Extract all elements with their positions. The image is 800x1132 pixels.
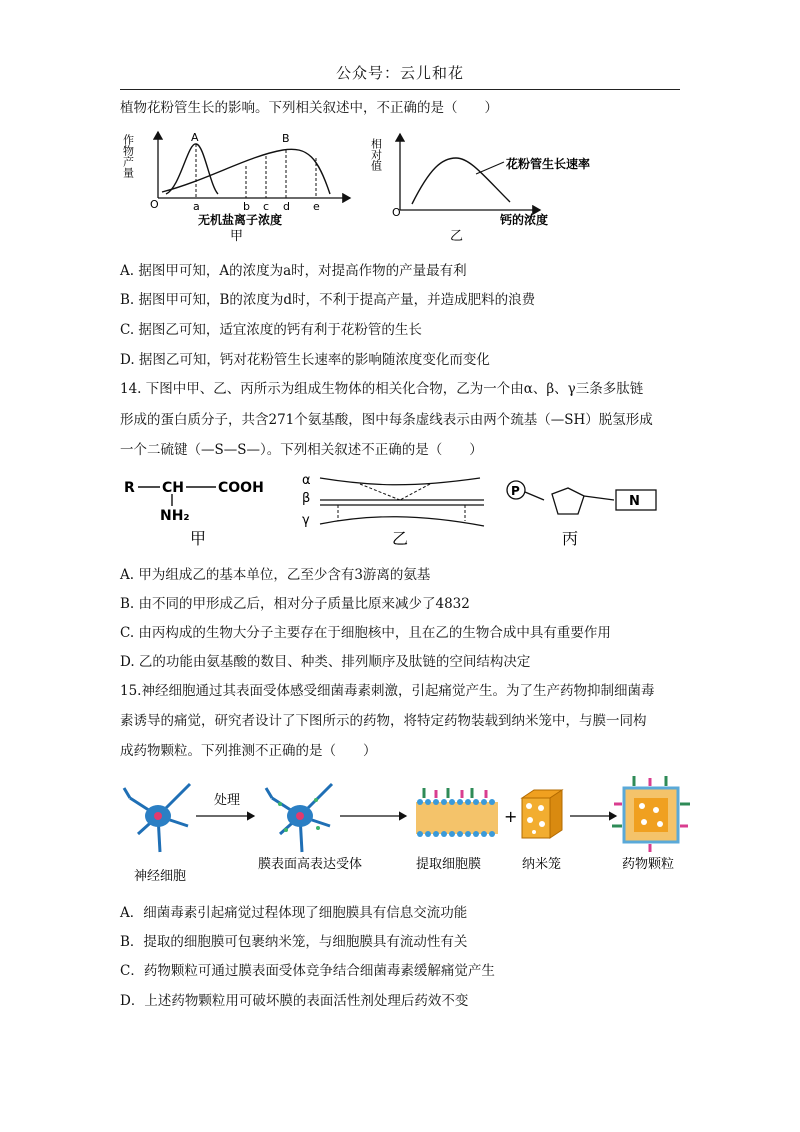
jia-origin: O bbox=[150, 198, 159, 211]
q15-label-membrane: 提取细胞膜 bbox=[416, 857, 482, 872]
q13-figure-jia bbox=[118, 128, 358, 246]
q15-figure bbox=[118, 770, 698, 890]
q14-bing-pentose bbox=[552, 488, 584, 514]
q14-bing-n: N bbox=[629, 494, 640, 509]
page-header-title: 公众号：云儿和花 bbox=[335, 64, 464, 82]
q15-label-nanocage: 纳米笼 bbox=[522, 857, 562, 872]
yi-xlabel: 钙的浓度 bbox=[500, 213, 549, 227]
q14-option-a: A. 甲为组成乙的基本单位，乙至少含有3游离的氨基 bbox=[120, 567, 431, 583]
q15-stem-line-2: 素诱导的痛觉，研究者设计了下图所示的药物，将特定药物装载到纳米笼中，与膜一同构 bbox=[120, 713, 647, 729]
q14-yi-alpha-chain bbox=[320, 478, 480, 485]
q14-jia-nh2: NH₂ bbox=[160, 508, 190, 524]
q15-drug-particle-icon bbox=[612, 776, 690, 852]
header-rule bbox=[120, 89, 680, 90]
q14-yi-caption: 乙 bbox=[392, 529, 409, 548]
q15-stem-line-3: 成药物颗粒。下列推测不正确的是（ ） bbox=[120, 743, 377, 759]
q15-label-neuron: 神经细胞 bbox=[134, 869, 187, 884]
jia-tick-b: b bbox=[243, 200, 250, 213]
q15-nanocage-icon bbox=[522, 790, 562, 838]
q15-option-c: C．药物颗粒可通过膜表面受体竞争结合细菌毒素缓解痛觉产生 bbox=[120, 963, 495, 979]
q14-yi-beta: β bbox=[302, 491, 311, 506]
yi-pointer bbox=[476, 162, 504, 174]
q14-stem-line-2: 形成的蛋白质分子，共含271个氨基酸，图中每条虚线表示由两个巯基（—SH）脱氢形成 bbox=[120, 412, 653, 428]
jia-xlabel: 无机盐离子浓度 bbox=[198, 213, 283, 227]
q14-yi-gamma-chain bbox=[320, 517, 484, 526]
jia-tick-e: e bbox=[313, 200, 320, 213]
q14-yi-alpha: α bbox=[302, 473, 311, 488]
jia-tick-a: a bbox=[193, 200, 200, 213]
q14-stem-line-1: 14. 下图中甲、乙、丙所示为组成生物体的相关化合物，乙为一个由α、β、γ三条多肽链 bbox=[120, 381, 644, 397]
q14-bing-p: P bbox=[511, 484, 520, 498]
q15-label-particle: 药物颗粒 bbox=[622, 857, 675, 872]
q14-option-b: B. 由不同的甲形成乙后，相对分子质量比原来减少了4832 bbox=[120, 596, 470, 612]
jia-tick-d: d bbox=[283, 200, 290, 213]
q15-label-receptor: 膜表面高表达受体 bbox=[258, 857, 363, 872]
q13-option-d: D. 据图乙可知，钙对花粉管生长速率的影响随浓度变化而变化 bbox=[120, 352, 490, 368]
q13-option-c: C. 据图乙可知，适宜浓度的钙有利于花粉管的生长 bbox=[120, 322, 422, 338]
q15-process-label: 处理 bbox=[214, 793, 241, 808]
yi-curve bbox=[412, 158, 510, 204]
q13-option-b: B. 据图甲可知，B的浓度为d时，不利于提高产量，并造成肥料的浪费 bbox=[120, 292, 536, 308]
q14-figures bbox=[120, 470, 680, 550]
q14-jia-cooh: COOH bbox=[218, 480, 264, 496]
q14-stem-line-3: 一个二硫键（—S—S—）。下列相关叙述不正确的是（ ） bbox=[120, 442, 483, 458]
jia-caption: 甲 bbox=[230, 229, 244, 244]
q14-jia-ch: CH bbox=[162, 480, 184, 496]
jia-label-a: A bbox=[191, 131, 199, 144]
q15-option-a: A．细菌毒素引起痛觉过程体现了细胞膜具有信息交流功能 bbox=[120, 905, 468, 921]
jia-ylabel: 作物产量 bbox=[121, 134, 135, 178]
q15-option-b: B．提取的细胞膜可包裹纳米笼，与细胞膜具有流动性有关 bbox=[120, 934, 468, 950]
q14-yi-gamma: γ bbox=[302, 513, 310, 528]
q14-jia-caption: 甲 bbox=[190, 529, 207, 548]
yi-origin: O bbox=[392, 206, 401, 219]
yi-caption: 乙 bbox=[450, 229, 464, 244]
jia-tick-c: c bbox=[263, 200, 270, 213]
q13-stem: 植物花粉管生长的影响。下列相关叙述中，不正确的是（ ） bbox=[120, 100, 498, 116]
q13-option-a: A. 据图甲可知，A的浓度为a时，对提高作物的产量最有利 bbox=[120, 263, 467, 279]
q15-plus: + bbox=[504, 807, 518, 826]
jia-curve-a bbox=[166, 144, 218, 194]
yi-curve-label: 花粉管生长速率 bbox=[506, 157, 591, 171]
q14-jia-r: R bbox=[124, 480, 135, 496]
q13-figure-yi bbox=[370, 128, 650, 246]
q15-option-d: D．上述药物颗粒用可破坏膜的表面活性剂处理后药效不变 bbox=[120, 993, 469, 1009]
q15-stem-line-1: 15.神经细胞通过其表面受体感受细菌毒素刺激，引起痛觉产生。为了生产药物抑制细菌毒 bbox=[120, 683, 655, 699]
yi-ylabel: 相对值 bbox=[370, 138, 383, 171]
jia-label-b: B bbox=[282, 132, 290, 145]
q14-option-d: D. 乙的功能由氨基酸的数目、种类、排列顺序及肽链的空间结构决定 bbox=[120, 654, 531, 670]
q14-option-c: C. 由丙构成的生物大分子主要存在于细胞核中，且在乙的生物合成中具有重要作用 bbox=[120, 625, 611, 641]
q15-membrane-icon bbox=[416, 788, 498, 837]
q14-bing-caption: 丙 bbox=[562, 529, 579, 548]
